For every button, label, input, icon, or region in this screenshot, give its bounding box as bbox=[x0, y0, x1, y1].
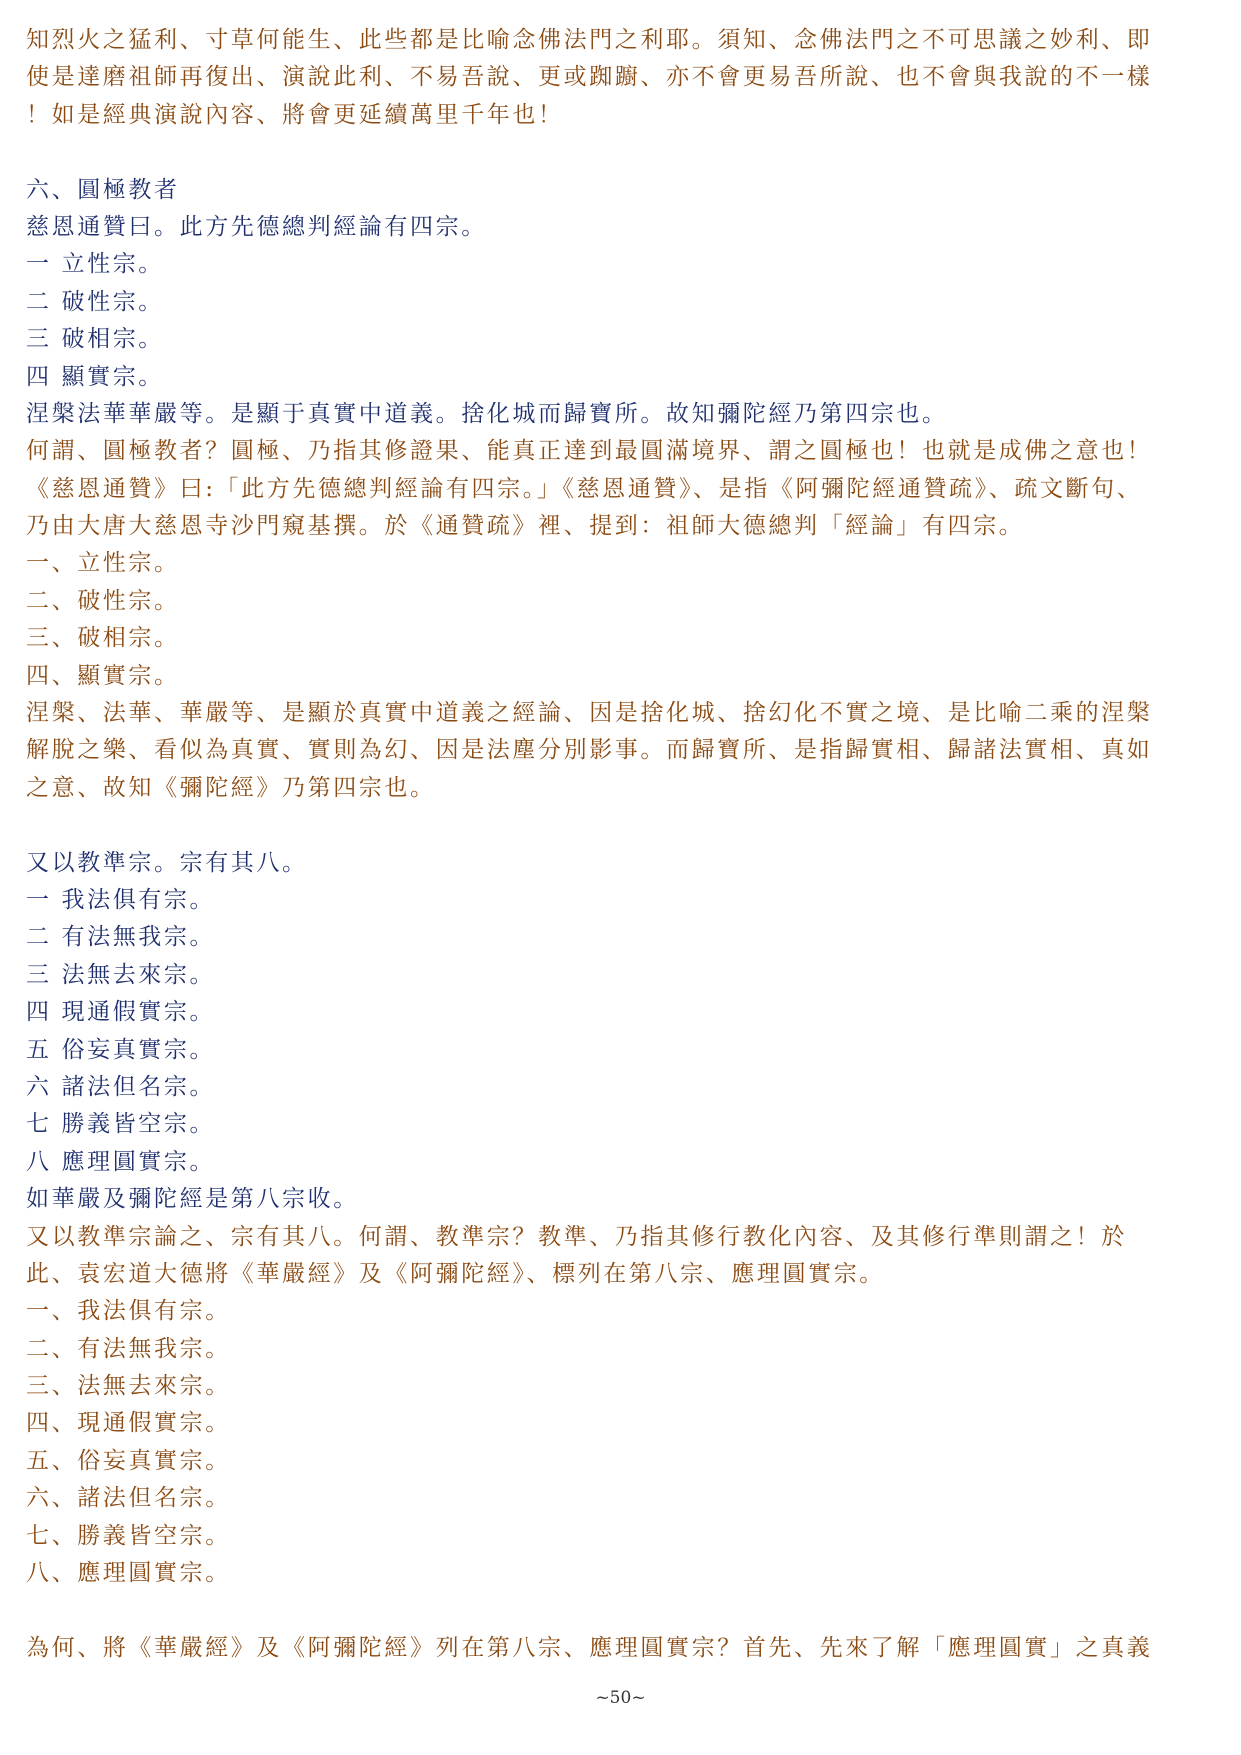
commentary-text-line: ！如是經典演說內容、將會更延續萬里千年也！ bbox=[26, 101, 564, 128]
commentary-text-line: 乃由大唐大慈恩寺沙門窺基撰。於《通贊疏》裡、提到：祖師大德總判「經論」有四宗。 bbox=[26, 513, 1025, 540]
quoted-text-line: 二 破性宗。 bbox=[26, 288, 164, 315]
commentary-text-line: 涅槃、法華、華嚴等、是顯於真實中道義之經論、因是捨化城、捨幻化不實之境、是比喻二乘的涅槃 bbox=[26, 700, 1153, 727]
quoted-text-line: 慈恩通贊曰。此方先德總判經論有四宗。 bbox=[26, 213, 487, 240]
commentary-text-line: 二、破性宗。 bbox=[26, 587, 180, 614]
quoted-text-line: 四 現通假實宗。 bbox=[26, 999, 216, 1026]
page-number: ~50~ bbox=[595, 1688, 646, 1708]
quoted-text-line: 又以教準宗。宗有其八。 bbox=[26, 849, 308, 876]
commentary-text-line: 四、現通假實宗。 bbox=[26, 1410, 231, 1437]
quoted-text-line: 一 我法俱有宗。 bbox=[26, 886, 216, 913]
commentary-text-line: 《慈恩通贊》曰:「此方先德總判經論有四宗。」《慈恩通贊》、是指《阿彌陀經通贊疏》、疏文斷句、 bbox=[26, 475, 1143, 502]
quoted-text-line: 如華嚴及彌陀經是第八宗收。 bbox=[26, 1186, 359, 1213]
quoted-text-line: 七 勝義皆空宗。 bbox=[26, 1111, 216, 1138]
quoted-text-line: 三 法無去來宗。 bbox=[26, 961, 216, 988]
commentary-text-line: 八、應理圓實宗。 bbox=[26, 1560, 231, 1587]
quoted-text-line: 五 俗妄真實宗。 bbox=[26, 1036, 216, 1063]
commentary-text-line: 五、俗妄真實宗。 bbox=[26, 1447, 231, 1474]
commentary-text-line: 七、勝義皆空宗。 bbox=[26, 1522, 231, 1549]
quoted-text-line: 一 立性宗。 bbox=[26, 251, 164, 278]
quoted-text-line: 六 諸法但名宗。 bbox=[26, 1073, 216, 1100]
commentary-text-line: 六、諸法但名宗。 bbox=[26, 1485, 231, 1512]
commentary-text-line: 解脫之樂、看似為真實、實則為幻、因是法塵分別影事。而歸寶所、是指歸實相、歸諸法實相、真如 bbox=[26, 737, 1153, 764]
commentary-text-line: 使是達磨祖師再復出、演說此利、不易吾說、更或踟躕、亦不會更易吾所說、也不會與我說的不一樣 bbox=[26, 64, 1153, 91]
commentary-text-line: 一、立性宗。 bbox=[26, 550, 180, 577]
commentary-text-line: 三、破相宗。 bbox=[26, 625, 180, 652]
commentary-text-line: 三、法無去來宗。 bbox=[26, 1373, 231, 1400]
commentary-text-line: 又以教準宗論之、宗有其八。何謂、教準宗？教準、乃指其修行教化內容、及其修行準則謂之！於 bbox=[26, 1223, 1127, 1250]
commentary-text-line: 之意、故知《彌陀經》乃第四宗也。 bbox=[26, 774, 436, 801]
blank-line bbox=[26, 134, 1216, 171]
quoted-text-line: 八 應理圓實宗。 bbox=[26, 1148, 216, 1175]
quoted-text-line: 三 破相宗。 bbox=[26, 326, 164, 353]
commentary-text-line: 何謂、圓極教者？圓極、乃指其修證果、能真正達到最圓滿境界、謂之圓極也！也就是成佛之意也！ bbox=[26, 438, 1153, 465]
commentary-text-line: 四、顯實宗。 bbox=[26, 662, 180, 689]
quoted-text-line: 四 顯實宗。 bbox=[26, 363, 164, 390]
page-body bbox=[26, 22, 1216, 1667]
commentary-text-line: 二、有法無我宗。 bbox=[26, 1335, 231, 1362]
commentary-text-line: 為何、將《華嚴經》及《阿彌陀經》列在第八宗、應理圓實宗？首先、先來了解「應理圓實」之真義 bbox=[26, 1634, 1153, 1661]
blank-line bbox=[26, 1592, 1216, 1629]
commentary-text-line: 一、我法俱有宗。 bbox=[26, 1298, 231, 1325]
commentary-text-line: 此、袁宏道大德將《華嚴經》及《阿彌陀經》、標列在第八宗、應理圓實宗。 bbox=[26, 1260, 885, 1287]
quoted-text-line: 涅槃法華華嚴等。是顯于真實中道義。捨化城而歸寶所。故知彌陀經乃第四宗也。 bbox=[26, 400, 948, 427]
quoted-text-line: 六、圓極教者 bbox=[26, 176, 180, 203]
commentary-text-line: 知烈火之猛利、寸草何能生、此些都是比喻念佛法門之利耶。須知、念佛法門之不可思議之妙利、即 bbox=[26, 27, 1153, 53]
blank-line bbox=[26, 807, 1216, 844]
quoted-text-line: 二 有法無我宗。 bbox=[26, 924, 216, 951]
